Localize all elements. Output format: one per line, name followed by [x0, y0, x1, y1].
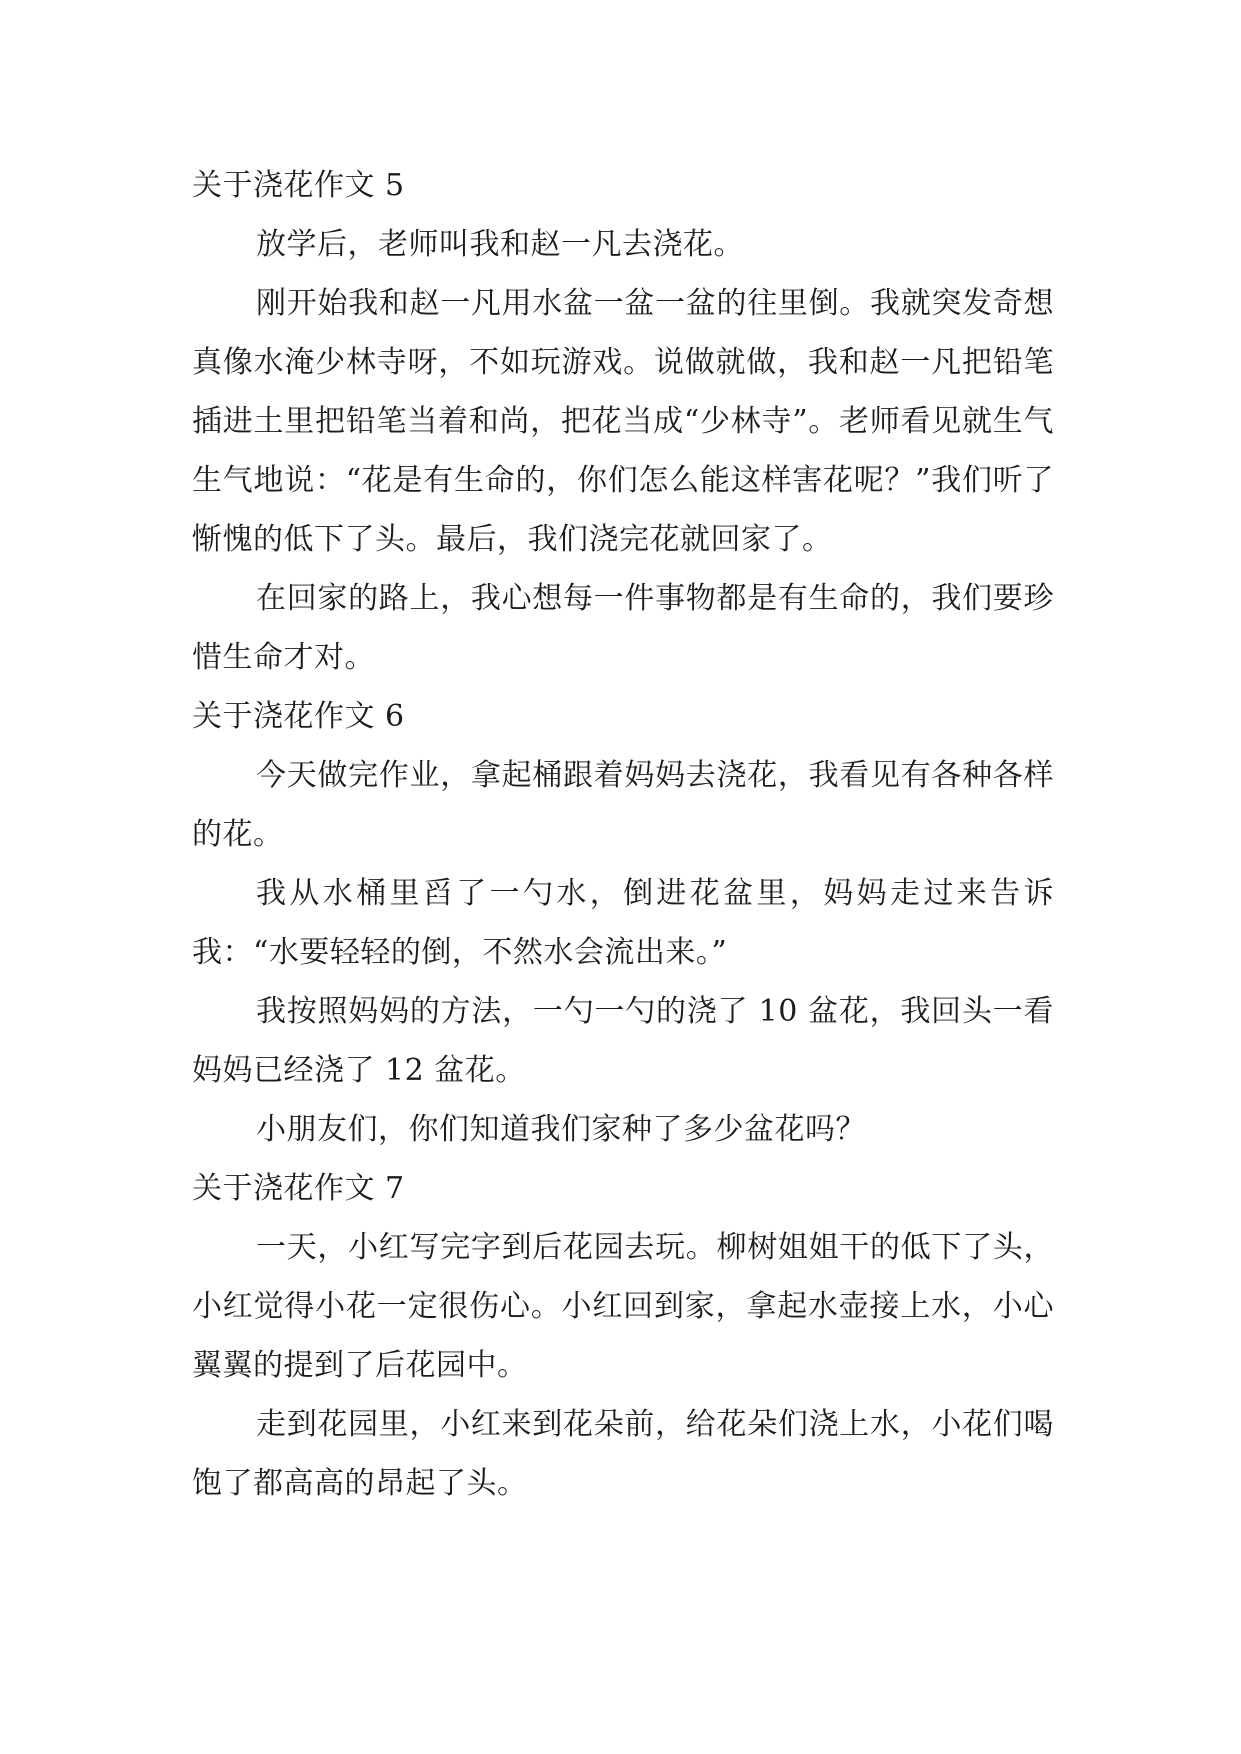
- paragraph: 刚开始我和赵一凡用水盆一盆一盆的往里倒。我就突发奇想真像水淹少林寺呀，不如玩游戏。说做就做，我和赵一凡把铅笔插进土里把铅笔当着和尚，把花当成“少林寺”。老师看见就生气生气地说：“花是有生命的，你们怎么能这样害花呢？”我们听了惭愧的低下了头。最后，我们浇完花就回家了。: [192, 286, 1054, 557]
- paragraph: 我按照妈妈的方法，一勺一勺的浇了 10 盆花，我回头一看妈妈已经浇了 12 盆花。: [192, 994, 1054, 1088]
- paragraph: 一天，小红写完字到后花园去玩。柳树姐姐干的低下了头，小红觉得小花一定很伤心。小红回到家，拿起水壶接上水，小心翼翼的提到了后花园中。: [192, 1230, 1054, 1383]
- paragraph: 走到花园里，小红来到花朵前，给花朵们浇上水，小花们喝饱了都高高的昂起了头。: [192, 1407, 1054, 1501]
- essay-section: [192, 1159, 1054, 1513]
- paragraph: 小朋友们，你们知道我们家种了多少盆花吗？: [256, 1112, 866, 1147]
- paragraph: 放学后，老师叫我和赵一凡去浇花。: [256, 227, 744, 262]
- paragraph: 今天做完作业，拿起桶跟着妈妈去浇花，我看见有各种各样的花。: [192, 758, 1054, 852]
- essay-section: [192, 156, 1054, 687]
- section-heading: 关于浇花作文 6: [192, 699, 405, 734]
- section-heading: 关于浇花作文 7: [192, 1171, 405, 1206]
- section-heading: 关于浇花作文 5: [192, 168, 405, 203]
- essay-section: [192, 687, 1054, 1159]
- paragraph: 我从水桶里舀了一勺水，倒进花盆里，妈妈走过来告诉我：“水要轻轻的倒，不然水会流出来。”: [192, 876, 1054, 970]
- document-body: [192, 156, 1054, 1513]
- paragraph: 在回家的路上，我心想每一件事物都是有生命的，我们要珍惜生命才对。: [192, 581, 1054, 675]
